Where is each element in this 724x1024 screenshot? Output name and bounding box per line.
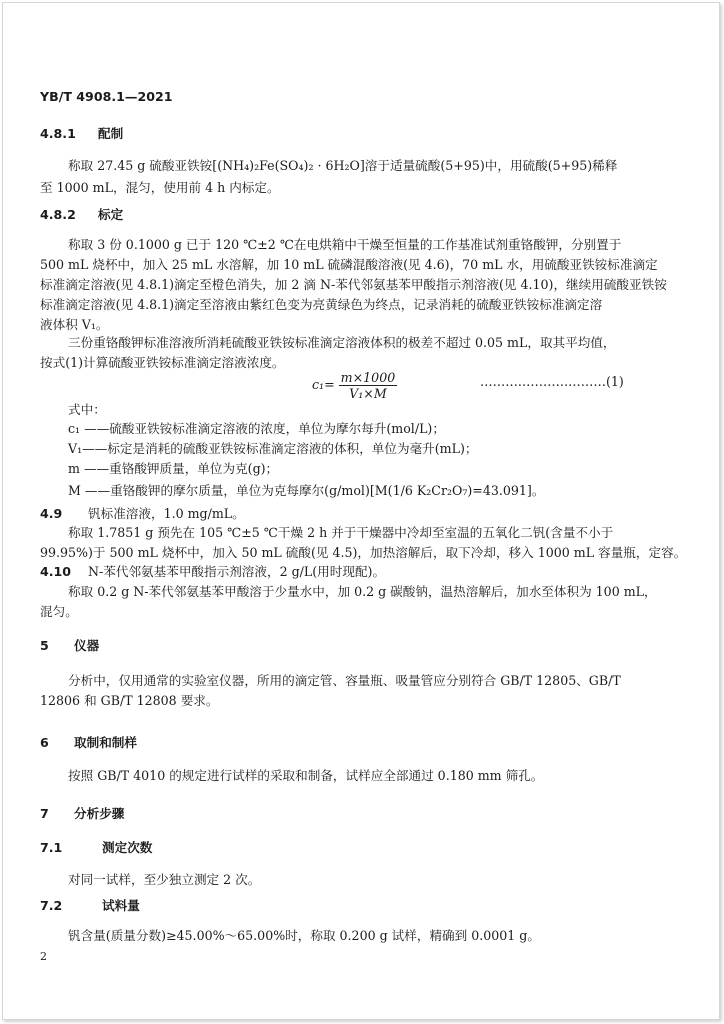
page-number: 2 bbox=[40, 950, 47, 963]
section-title: 取制和制样 bbox=[74, 735, 137, 750]
section-title: 标定 bbox=[98, 207, 124, 222]
section-title: 分析步骤 bbox=[74, 806, 125, 821]
paragraph-line: 按式(1)计算硫酸亚铁铵标准滴定溶液浓度。 bbox=[40, 355, 285, 370]
paragraph-line: 分析中，仅用通常的实验室仪器，所用的滴定管、容量瓶、吸量管应分别符合 GB/T 12805、GB/T bbox=[68, 673, 621, 688]
paragraph-line: 12806 和 GB/T 12808 要求。 bbox=[40, 693, 219, 708]
definition-line: M ——重铬酸钾的摩尔质量，单位为克每摩尔(g/mol)[M(1/6 K₂Cr₂O₇)=43.091]。 bbox=[68, 483, 545, 498]
formula-denominator: V₁×M bbox=[349, 386, 387, 401]
section-lead: 钒标准溶液，1.0 mg/mL。 bbox=[88, 506, 245, 521]
where-label: 式中： bbox=[68, 402, 106, 417]
paragraph-line: 混匀。 bbox=[40, 604, 78, 619]
section-number: 4.9 bbox=[40, 506, 63, 521]
section-number: 4.8.2 bbox=[40, 207, 76, 222]
section-number: 7 bbox=[40, 806, 49, 821]
section-title: 配制 bbox=[98, 126, 124, 141]
paragraph-line: 三份重铬酸钾标准溶液所消耗硫酸亚铁铵标准滴定溶液体积的极差不超过 0.05 mL，取其平均值， bbox=[68, 335, 616, 350]
section-number: 4.8.1 bbox=[40, 126, 76, 141]
formula-lhs: c₁= bbox=[312, 377, 335, 392]
definition-line: c₁ ——硫酸亚铁铵标准滴定溶液的浓度，单位为摩尔每升(mol/L)； bbox=[68, 421, 445, 436]
section-number: 7.2 bbox=[40, 898, 63, 913]
formula-1 bbox=[312, 370, 397, 401]
paragraph-line: 称取 27.45 g 硫酸亚铁铵[(NH₄)₂Fe(SO₄)₂ · 6H₂O]溶于适量硫酸(5+95)中，用硫酸(5+95)稀释 bbox=[68, 158, 618, 173]
section-number: 6 bbox=[40, 735, 49, 750]
section-lead: N-苯代邻氨基苯甲酸指示剂溶液，2 g/L(用时现配)。 bbox=[88, 564, 386, 579]
paragraph-line: 对同一试样，至少独立测定 2 次。 bbox=[68, 872, 261, 887]
formula-numerator: m×1000 bbox=[340, 370, 396, 385]
formula-fraction bbox=[339, 370, 398, 401]
paragraph-line: 称取 3 份 0.1000 g 已于 120 ℃±2 ℃在电烘箱中干燥至恒量的工作基准试剂重铬酸钾，分别置于 bbox=[68, 237, 622, 252]
section-title: 测定次数 bbox=[102, 840, 153, 855]
paragraph-line: 至 1000 mL，混匀，使用前 4 h 内标定。 bbox=[40, 180, 280, 195]
section-title: 仪器 bbox=[74, 638, 100, 653]
paragraph-line: 称取 1.7851 g 预先在 105 ℃±5 ℃干燥 2 h 并于干燥器中冷却至室温的五氧化二钒(含量不小于 bbox=[68, 525, 614, 540]
definition-line: m ——重铬酸钾质量，单位为克(g)； bbox=[68, 461, 279, 476]
standard-header: YB/T 4908.1—2021 bbox=[40, 89, 173, 104]
paragraph-line: 液体积 V₁。 bbox=[40, 317, 109, 332]
section-title: 试料量 bbox=[102, 898, 140, 913]
definition-line: V₁——标定是消耗的硫酸亚铁铵标准滴定溶液的体积，单位为毫升(mL)； bbox=[68, 441, 478, 456]
paragraph-line: 500 mL 烧杯中，加入 25 mL 水溶解，加 10 mL 硫磷混酸溶液(见 4.6)，70 mL 水，用硫酸亚铁铵标准滴定 bbox=[40, 257, 658, 272]
paragraph-line: 按照 GB/T 4010 的规定进行试样的采取和制备，试样应全部通过 0.180 mm 筛孔。 bbox=[68, 768, 544, 783]
paragraph-line: 称取 0.2 g N-苯代邻氨基苯甲酸溶于少量水中，加 0.2 g 碳酸钠，温热溶解后，加水至体积为 100 mL， bbox=[68, 584, 657, 599]
section-number: 7.1 bbox=[40, 840, 63, 855]
paragraph-line: 钒含量(质量分数)≥45.00%～65.00%时，称取 0.200 g 试样，精确到 0.0001 g。 bbox=[68, 928, 540, 943]
section-number: 5 bbox=[40, 638, 49, 653]
paragraph-line: 标准滴定溶液(见 4.8.1)滴定至溶液由紫红色变为亮黄绿色为终点，记录消耗的硫酸亚铁铵标准滴定溶 bbox=[40, 297, 603, 312]
paragraph-line: 99.95%)于 500 mL 烧杯中，加入 50 mL 硫酸(见 4.5)，加热溶解后，取下冷却，移入 1000 mL 容量瓶，定容。 bbox=[40, 545, 687, 560]
formula-number: …………………………(1) bbox=[480, 374, 624, 389]
paragraph-line: 标准滴定溶液(见 4.8.1)滴定至橙色消失，加 2 滴 N-苯代邻氨基苯甲酸指示剂溶液(见 4.10)，继续用硫酸亚铁铵 bbox=[40, 277, 667, 292]
section-number: 4.10 bbox=[40, 564, 72, 579]
